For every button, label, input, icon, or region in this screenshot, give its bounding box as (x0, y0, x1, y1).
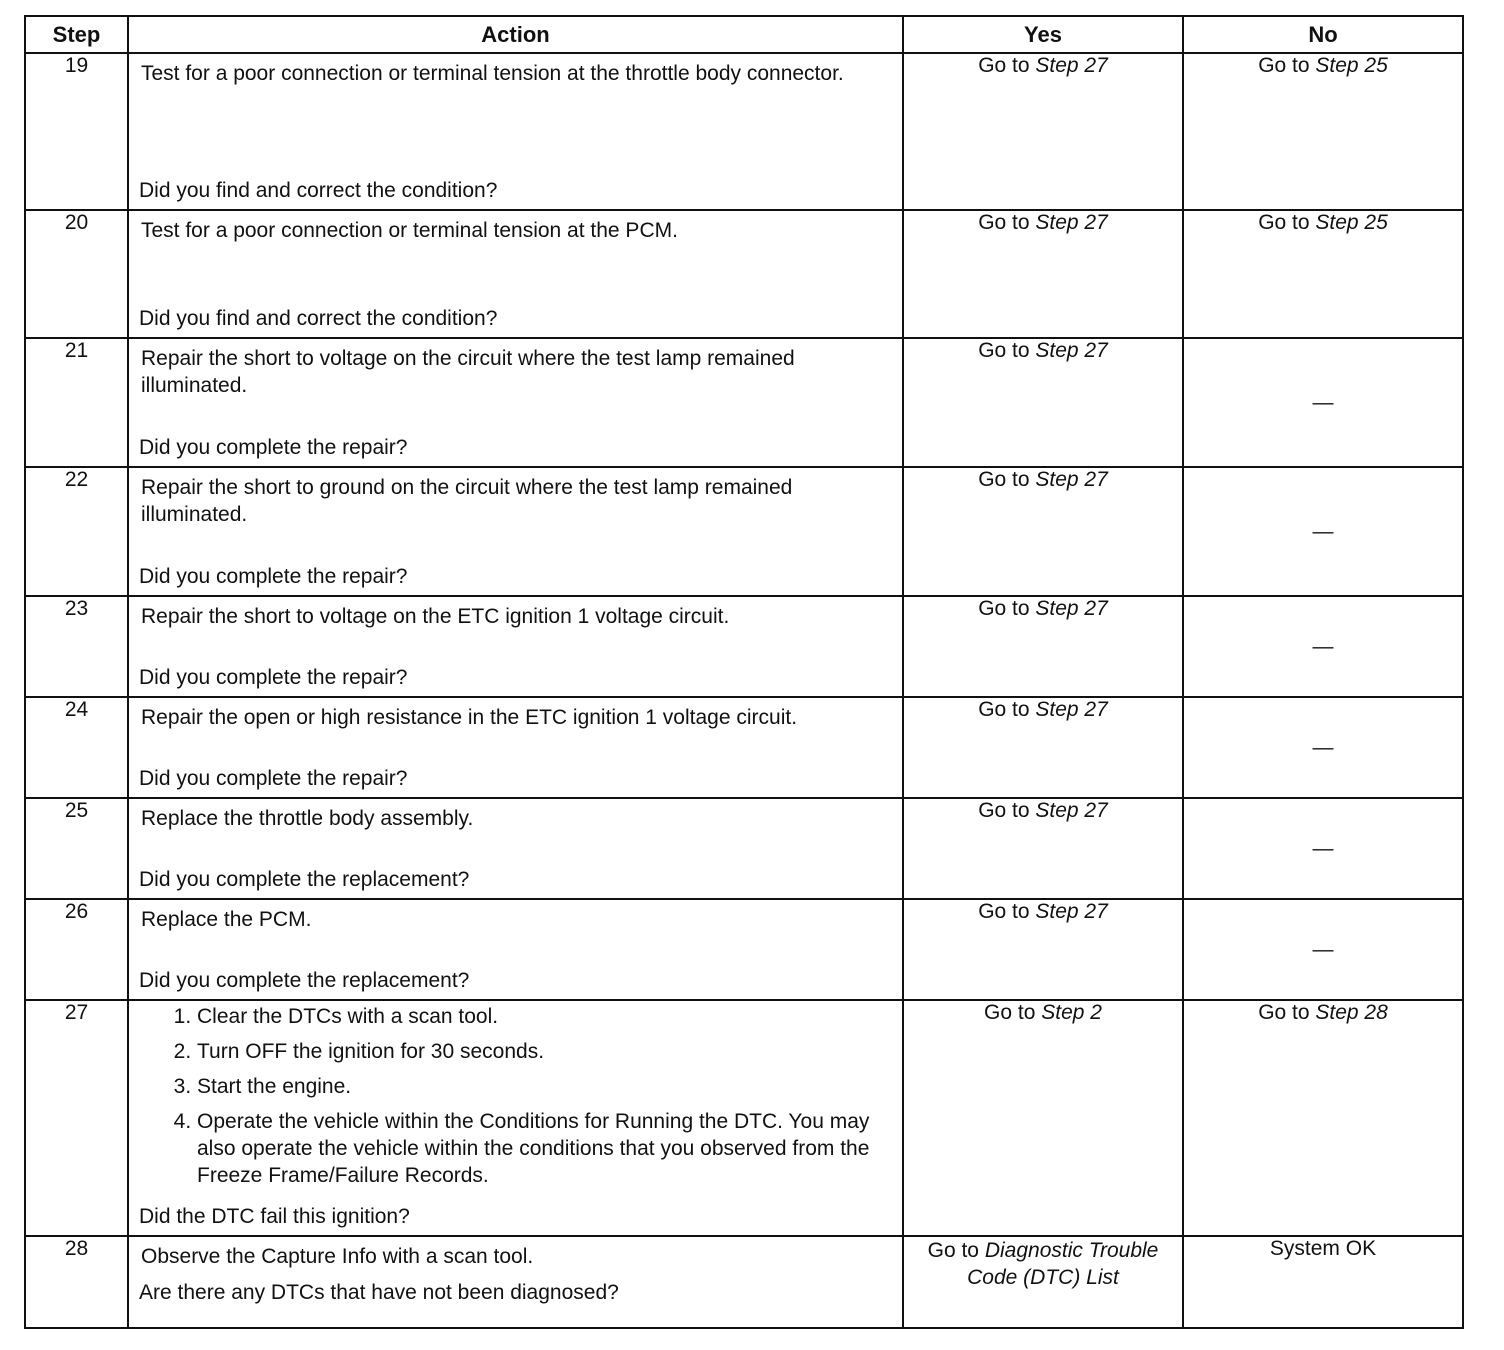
action-cell (128, 596, 903, 697)
system-ok-text: System OK (1269, 1237, 1377, 1260)
goto-prefix: Go to (978, 698, 1036, 721)
goto-prefix: Go to (978, 597, 1036, 620)
no-dash: — (1312, 735, 1334, 759)
header-row (25, 16, 1463, 53)
diagnostic-table (24, 15, 1464, 1329)
instruction-text: Test for a poor connection or terminal tension at the throttle body connector. (141, 62, 844, 85)
no-cell (1183, 798, 1463, 899)
table-row-step-19 (25, 53, 1463, 210)
goto-prefix: Go to (978, 211, 1036, 234)
no-dash: — (1312, 390, 1334, 414)
step-number: 24 (25, 697, 128, 798)
step-number: 23 (25, 596, 128, 697)
goto-step-link: Step 27 (1035, 799, 1108, 822)
goto-step-link: Step 27 (1035, 698, 1108, 721)
question-text: Did you complete the repair? (139, 767, 408, 790)
goto-step-link: Step 27 (1035, 468, 1108, 491)
action-cell (128, 210, 903, 338)
step-number: 28 (25, 1236, 128, 1328)
goto-step-link: Step 27 (1035, 211, 1108, 234)
goto-step-link: Step 25 (1315, 54, 1388, 77)
goto-step-link: Step 28 (1315, 1001, 1388, 1024)
goto-prefix: Go to (978, 339, 1036, 362)
goto-prefix: Go to (1258, 1001, 1316, 1024)
instruction-text: Repair the short to ground on the circuit where the test lamp remained illuminated. (141, 476, 793, 526)
question-text: Did you find and correct the condition? (139, 307, 498, 330)
no-cell (1183, 210, 1463, 338)
header-step: Step (25, 16, 128, 53)
no-cell (1183, 899, 1463, 1000)
no-dash: — (1312, 937, 1334, 961)
step-number: 21 (25, 338, 128, 467)
goto-step-link: Step 27 (1035, 54, 1108, 77)
goto-prefix: Go to (978, 900, 1036, 923)
step-number: 20 (25, 210, 128, 338)
no-dash: — (1312, 836, 1334, 860)
no-cell (1183, 1000, 1463, 1236)
substep-list (129, 1001, 902, 1189)
instruction-text: Repair the open or high resistance in the ETC ignition 1 voltage circuit. (141, 706, 798, 729)
header-action: Action (128, 16, 903, 53)
question-text: Did you find and correct the condition? (139, 179, 498, 202)
goto-prefix: Go to (978, 468, 1036, 491)
yes-cell (903, 596, 1183, 697)
table-row-step-22 (25, 467, 1463, 596)
yes-cell (903, 1000, 1183, 1236)
action-cell (128, 53, 903, 210)
substep-item: 1. Clear the DTCs with a scan tool. (197, 1003, 902, 1030)
yes-cell (903, 1236, 1183, 1328)
table-row-step-23 (25, 596, 1463, 697)
action-cell (128, 467, 903, 596)
action-cell (128, 1000, 903, 1236)
table-row-step-25 (25, 798, 1463, 899)
question-text: Did you complete the replacement? (139, 868, 470, 891)
instruction-text: Observe the Capture Info with a scan tool. (141, 1245, 534, 1268)
header-yes: Yes (903, 16, 1183, 53)
table-row-step-28 (25, 1236, 1463, 1328)
goto-step-link: Step 27 (1035, 339, 1108, 362)
question-text: Are there any DTCs that have not been diagnosed? (139, 1281, 619, 1304)
yes-cell (903, 467, 1183, 596)
step-number: 22 (25, 467, 128, 596)
goto-prefix: Go to (1258, 54, 1316, 77)
table-row-step-24 (25, 697, 1463, 798)
header-no: No (1183, 16, 1463, 53)
question-text: Did you complete the replacement? (139, 969, 470, 992)
table-row-step-26 (25, 899, 1463, 1000)
yes-cell (903, 798, 1183, 899)
goto-prefix: Go to (1258, 211, 1316, 234)
action-cell (128, 1236, 903, 1328)
goto-step-link: Step 2 (1041, 1001, 1102, 1024)
instruction-text: Replace the throttle body assembly. (141, 807, 474, 830)
goto-step-link: Diagnostic Trouble Code (DTC) List (967, 1239, 1159, 1289)
action-cell (128, 697, 903, 798)
no-cell (1183, 596, 1463, 697)
no-cell (1183, 697, 1463, 798)
substep-item: 4. Operate the vehicle within the Conditions for Running the DTC. You may also operate the vehicle within the conditions that you observed from the Freeze Frame/Failure Records. (197, 1108, 902, 1189)
yes-cell (903, 697, 1183, 798)
goto-prefix: Go to (984, 1001, 1042, 1024)
goto-prefix: Go to (927, 1239, 985, 1262)
no-cell (1183, 338, 1463, 467)
instruction-text: Repair the short to voltage on the ETC ignition 1 voltage circuit. (141, 605, 730, 628)
step-number: 26 (25, 899, 128, 1000)
goto-prefix: Go to (978, 54, 1036, 77)
instruction-text: Repair the short to voltage on the circuit where the test lamp remained illuminated. (141, 347, 795, 397)
instruction-text: Replace the PCM. (141, 908, 312, 931)
goto-step-link: Step 27 (1035, 900, 1108, 923)
yes-cell (903, 899, 1183, 1000)
yes-cell (903, 338, 1183, 467)
table-row-step-20 (25, 210, 1463, 338)
goto-prefix: Go to (978, 799, 1036, 822)
instruction-text: Test for a poor connection or terminal tension at the PCM. (141, 219, 678, 242)
goto-step-link: Step 27 (1035, 597, 1108, 620)
substep-item: 3. Start the engine. (197, 1073, 902, 1100)
step-number: 19 (25, 53, 128, 210)
yes-cell (903, 53, 1183, 210)
question-text: Did the DTC fail this ignition? (139, 1205, 410, 1228)
question-text: Did you complete the repair? (139, 666, 408, 689)
table-row-step-27 (25, 1000, 1463, 1236)
goto-step-link: Step 25 (1315, 211, 1388, 234)
substep-item: 2. Turn OFF the ignition for 30 seconds. (197, 1038, 902, 1065)
no-cell (1183, 467, 1463, 596)
no-dash: — (1312, 519, 1334, 543)
yes-cell (903, 210, 1183, 338)
no-dash: — (1312, 634, 1334, 658)
action-cell (128, 899, 903, 1000)
action-cell (128, 798, 903, 899)
action-cell (128, 338, 903, 467)
question-text: Did you complete the repair? (139, 565, 408, 588)
step-number: 25 (25, 798, 128, 899)
question-text: Did you complete the repair? (139, 436, 408, 459)
no-cell (1183, 1236, 1463, 1328)
no-cell (1183, 53, 1463, 210)
table-row-step-21 (25, 338, 1463, 467)
step-number: 27 (25, 1000, 128, 1236)
